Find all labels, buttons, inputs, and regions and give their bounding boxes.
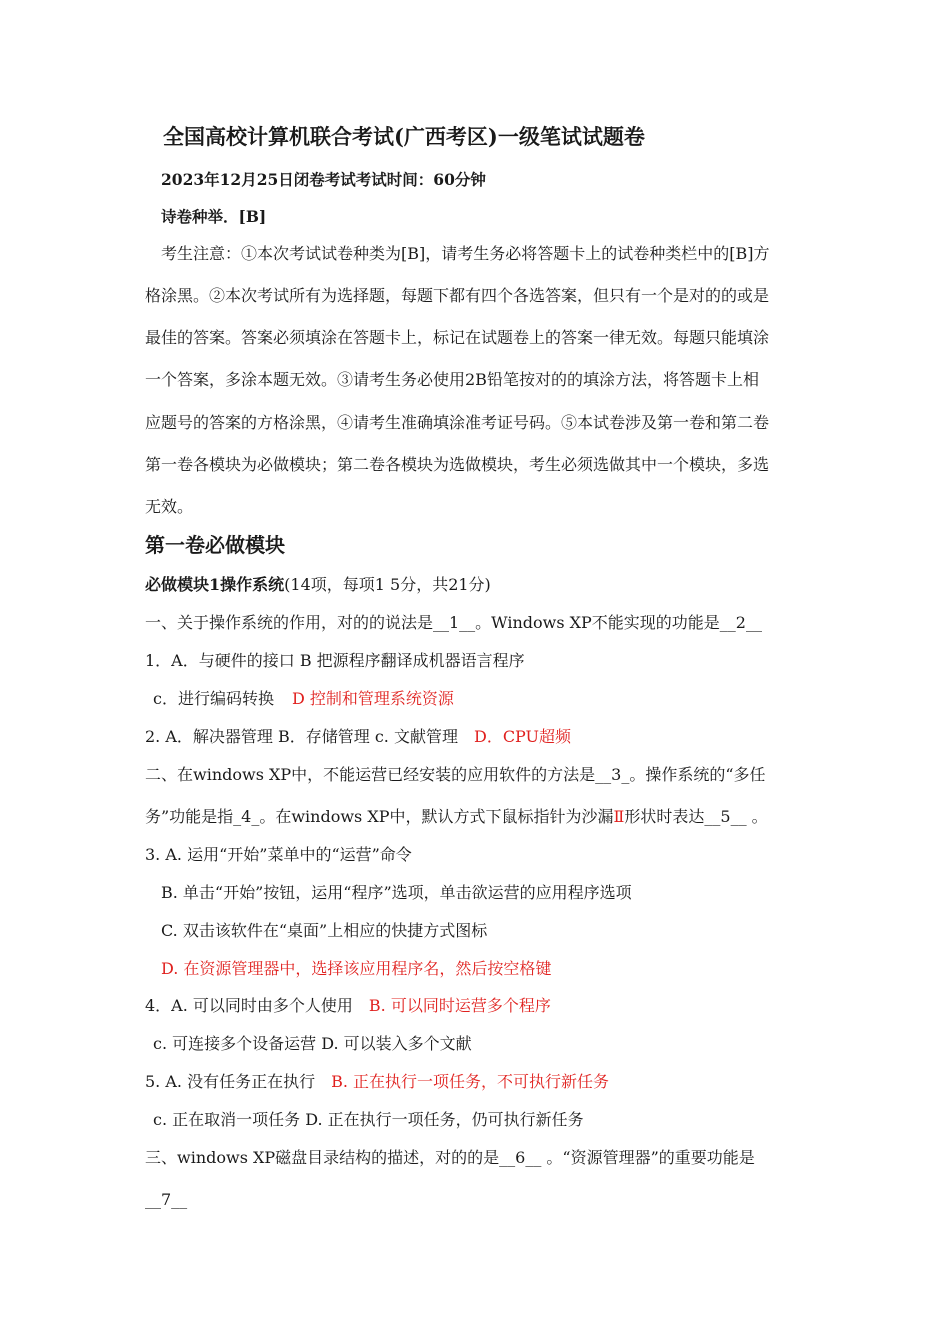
q4-option-a: 4．A. 可以同时由多个人使用 — [145, 996, 353, 1015]
q2-options — [145, 727, 571, 747]
question-group-3-line-2: __7__ — [145, 1190, 188, 1209]
q5-options-ab — [145, 1072, 609, 1092]
question-group-3-line-1: 三、windows XP磁盘目录结构的描述，对的的是__6__ 。“资源管理器”的重要功能是 — [145, 1148, 755, 1167]
question-group-2-line-1: 二、在windows XP中，不能运营已经安装的应用软件的方法是__3_。操作系统的“多任 — [145, 765, 766, 784]
q2-answer-d: D．CPU超频 — [473, 727, 572, 746]
module1-heading — [145, 575, 491, 595]
notice-line-3: 最佳的答案。答案必须填涂在答题卡上，标记在试题卷上的答案一律无效。每题只能填涂 — [145, 328, 770, 347]
notice-line-1: 考生注意：①本次考试试卷种类为[B]，请考生务必将答题卡上的试卷种类栏中的[B]方 — [161, 244, 770, 263]
section1-heading: 第一卷必做模块 — [145, 533, 285, 557]
notice-line-2: 格涂黑。②本次考试所有为选择题，每题下都有四个各选答案，但只有一个是对的的或是 — [145, 286, 770, 305]
q3-option-a: 3. A. 运用“开始”菜单中的“运营”命令 — [145, 845, 412, 864]
module1-title: 必做模块1操作系统 — [145, 575, 285, 594]
notice-line-6: 第一卷各模块为必做模块；第二卷各模块为选做模块，考生必须选做其中一个模块，多选 — [145, 455, 770, 474]
question-group-2-line-2 — [145, 807, 768, 827]
exam-date-line: 2023年12月25日闭卷考试考试时间：60分钟 — [161, 170, 486, 189]
question-group-2-text-end: 形状时表达__5__ 。 — [624, 807, 768, 826]
q4-options-cd: c. 可连接多个设备运营 D. 可以装入多个文献 — [153, 1034, 472, 1053]
question-group-1: 一、关于操作系统的作用，对的的说法是__1__。Windows XP不能实现的功能是__2__ — [145, 613, 762, 632]
q1-option-c: c．进行编码转换 — [153, 689, 274, 708]
q4-options-ab — [145, 996, 551, 1016]
question-group-2-text: 务”功能是指_4_。在windows XP中，默认方式下鼠标指针为沙漏 — [145, 807, 614, 826]
q5-answer-b: B. 正在执行一项任务，不可执行新任务 — [331, 1072, 610, 1091]
q1-answer-d: D 控制和管理系统资源 — [291, 689, 454, 708]
q4-answer-b: B. 可以同时运营多个程序 — [368, 996, 551, 1015]
q3-answer-d: D. 在资源管理器中，选择该应用程序名，然后按空格键 — [161, 959, 552, 978]
module1-scoring: (14项，每项1 5分，共21分) — [284, 575, 491, 594]
hourglass-mark: Ⅱ — [613, 807, 625, 826]
document-title: 全国高校计算机联合考试(广西考区)一级笔试试题卷 — [163, 124, 645, 149]
paper-type-line: 诗卷种举．[B] — [161, 207, 267, 226]
notice-line-5: 应题号的答案的方格涂黑，④请考生准确填涂准考证号码。⑤本试卷涉及第一卷和第二卷 — [145, 413, 770, 432]
q5-option-a: 5. A. 没有任务正在执行 — [145, 1072, 316, 1091]
q3-option-c: C. 双击该软件在“桌面”上相应的快捷方式图标 — [161, 921, 488, 940]
q1-options-ab: 1．A．与硬件的接口 B 把源程序翻译成机器语言程序 — [145, 651, 525, 670]
q5-options-cd: c. 正在取消一项任务 D. 正在执行一项任务，仍可执行新任务 — [153, 1110, 584, 1129]
notice-line-7: 无效。 — [145, 497, 194, 516]
q2-options-abc: 2. A．解决器管理 B．存储管理 c. 文献管理 — [145, 727, 458, 746]
q3-option-b: B. 单击“开始”按钮，运用“程序”选项，单击欲运营的应用程序选项 — [161, 883, 632, 902]
q1-options-cd — [153, 689, 454, 709]
notice-line-4: 一个答案，多涂本题无效。③请考生务必使用2B铅笔按对的的填涂方法，将答题卡上相 — [145, 370, 759, 389]
